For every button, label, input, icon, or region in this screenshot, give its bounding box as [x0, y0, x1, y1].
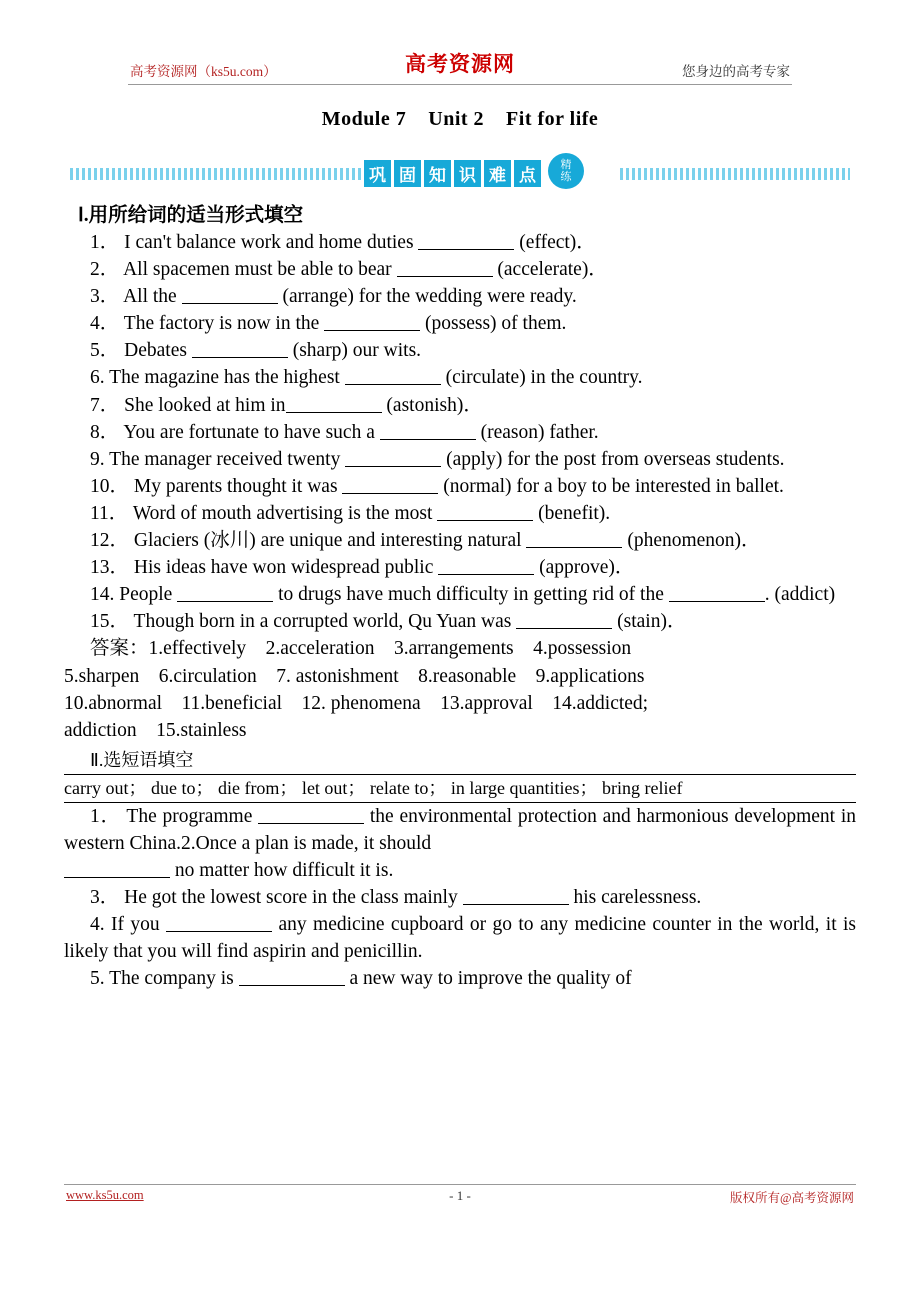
question-8-num: 8．	[90, 421, 120, 443]
question-1-num: 1．	[90, 232, 120, 253]
answer-blank[interactable]	[669, 601, 765, 602]
section2-question-5	[64, 965, 856, 992]
banner-box-4: 识	[454, 160, 481, 187]
section2-question-3-num: 3．	[90, 887, 120, 909]
question-11	[64, 500, 856, 527]
question-7	[64, 392, 856, 419]
banner-box-6: 点	[514, 160, 541, 187]
question-1-pre: I can't balance work and home duties	[124, 232, 414, 253]
section2-question-4-pre: If you	[111, 914, 160, 936]
footer-page-number: - 1 -	[449, 1188, 471, 1203]
question-12-num: 12．	[90, 530, 130, 552]
question-10-num: 10．	[90, 475, 130, 497]
answer-label: 答案：	[90, 638, 149, 660]
answers-line-2: 5.sharpen 6.circulation 7. astonishment 8.reasonable 9.applications	[64, 665, 645, 687]
answers-line-4: addiction 15.stainless	[64, 719, 247, 741]
question-12	[64, 527, 856, 554]
section2-question-5-pre: The company is	[109, 968, 234, 990]
answer-blank[interactable]	[192, 357, 288, 358]
question-4	[64, 310, 856, 337]
banner-box-2: 固	[394, 160, 421, 187]
section2-question-1-post: the environmental protection and harmonious development in western China.2.Once a plan is made, it should	[64, 805, 856, 854]
answer-blank[interactable]	[342, 493, 438, 494]
header-logo-text: 高考资源网	[405, 52, 515, 76]
question-15-num: 15．	[90, 611, 130, 633]
question-10-post: (normal) for a boy to be interested in ballet.	[443, 475, 784, 497]
page-title	[64, 108, 856, 131]
answer-blank[interactable]	[418, 249, 514, 250]
section2-question-3	[64, 884, 856, 911]
question-9	[64, 446, 856, 473]
question-10-pre: My parents thought it was	[133, 475, 338, 497]
question-8	[64, 419, 856, 446]
answer-blank[interactable]	[64, 877, 170, 878]
question-3-pre: All the	[123, 286, 177, 308]
section2-question-2	[64, 857, 856, 884]
question-14-post: to drugs have much difficulty in getting rid of the	[278, 584, 664, 606]
answer-blank[interactable]	[516, 628, 612, 629]
banner-circle-badge	[548, 153, 584, 189]
banner-box-1: 巩	[364, 160, 391, 187]
phrase-bank: carry out； due to； die from； let out； relate to； in large quantities； bring relief	[64, 774, 856, 803]
answer-blank[interactable]	[182, 303, 278, 304]
question-11-pre: Word of mouth advertising is the most	[132, 502, 433, 524]
banner-circle-bottom: 练	[560, 170, 572, 183]
answer-blank[interactable]	[380, 439, 476, 440]
section2-question-1	[64, 803, 856, 857]
question-3	[64, 283, 856, 310]
question-7-pre: She looked at him in	[124, 394, 286, 416]
answers-line-1	[64, 635, 856, 662]
question-15	[64, 608, 856, 635]
section2-question-1-num: 1．	[90, 805, 122, 827]
footer-divider	[64, 1184, 856, 1185]
question-12-post: (phenomenon)．	[627, 530, 761, 552]
header-slogan: 您身边的高考专家	[682, 64, 790, 79]
section2-question-3-post: his carelessness.	[573, 887, 702, 909]
question-13-num: 13．	[90, 557, 130, 579]
title-module: Module 7	[321, 108, 407, 130]
answer-blank[interactable]	[239, 985, 345, 986]
answer-blank[interactable]	[177, 601, 273, 602]
answer-blank[interactable]	[437, 520, 533, 521]
question-6	[64, 364, 856, 391]
question-14-tail: . (addict)	[764, 584, 836, 606]
section2-question-4	[64, 911, 856, 965]
answers-text-1: 1.effectively 2.acceleration 3.arrangements 4.possession	[148, 638, 632, 660]
banner-box-3: 知	[424, 160, 451, 187]
answer-blank[interactable]	[166, 931, 272, 932]
answer-blank[interactable]	[463, 904, 569, 905]
banner-circle-top: 精	[560, 158, 572, 172]
answer-blank[interactable]	[324, 330, 420, 331]
question-1-post: (effect)．	[519, 232, 596, 253]
question-4-post: (possess) of them.	[425, 313, 567, 335]
page-header	[64, 0, 856, 79]
question-9-pre: The manager received twenty	[109, 448, 341, 470]
question-5-num: 5．	[90, 340, 120, 362]
question-14-pre: People	[119, 584, 173, 606]
question-15-post: (stain)．	[617, 611, 687, 633]
question-13-pre: His ideas have won widespread public	[133, 557, 434, 579]
question-5-pre: Debates	[124, 340, 187, 362]
question-8-post: (reason) father.	[480, 421, 599, 443]
question-4-pre: The factory is now in the	[123, 313, 320, 335]
header-divider	[128, 84, 792, 85]
question-6-pre: The magazine has the highest	[109, 367, 340, 389]
question-11-num: 11．	[90, 502, 129, 524]
section-banner	[64, 151, 856, 197]
section-2-heading: Ⅱ.选短语填空	[90, 749, 194, 770]
question-2-pre: All spacemen must be able to bear	[123, 259, 392, 281]
question-4-num: 4．	[90, 313, 120, 335]
question-10	[64, 473, 856, 500]
question-13-post: (approve)．	[539, 557, 635, 579]
question-14-num: 14.	[90, 584, 115, 606]
title-topic: Fit for life	[506, 108, 599, 130]
answer-blank[interactable]	[286, 412, 382, 413]
title-unit: Unit 2	[428, 108, 485, 130]
question-9-num: 9.	[90, 448, 105, 470]
section2-question-4-num: 4.	[90, 914, 105, 936]
question-5	[64, 337, 856, 364]
question-2-num: 2．	[90, 259, 120, 281]
header-site-name: 高考资源网（ks5u.com）	[130, 64, 277, 79]
question-9-post: (apply) for the post from overseas students.	[446, 448, 785, 470]
section-1-heading: Ⅰ.用所给词的适当形式填空	[78, 205, 304, 226]
section2-question-1-pre: The programme	[126, 805, 253, 827]
answer-blank[interactable]	[345, 384, 441, 385]
answer-blank[interactable]	[397, 276, 493, 277]
question-8-pre: You are fortunate to have such a	[123, 421, 375, 443]
question-2-post: (accelerate)．	[497, 259, 608, 281]
question-7-post: (astonish)．	[386, 394, 483, 416]
question-11-post: (benefit).	[538, 502, 611, 524]
answers-line-3: 10.abnormal 11.beneficial 12. phenomena 13.approval 14.addicted;	[64, 692, 649, 714]
question-3-post: (arrange) for the wedding were ready.	[282, 286, 577, 308]
section2-question-2-post: no matter how difficult it is.	[174, 859, 394, 881]
question-6-post: (circulate) in the country.	[445, 367, 643, 389]
section2-question-4-post: any medicine cupboard or go to any medicine counter in the world, it is likely that you will find aspirin and penicillin.	[64, 914, 857, 963]
question-3-num: 3．	[90, 286, 120, 308]
section2-question-5-num: 5.	[90, 968, 105, 990]
question-15-pre: Though born in a corrupted world, Qu Yuan was	[133, 611, 512, 633]
question-5-post: (sharp) our wits.	[292, 340, 422, 362]
banner-box-5: 难	[484, 160, 511, 187]
section2-question-3-pre: He got the lowest score in the class mainly	[124, 887, 458, 909]
question-13	[64, 554, 856, 581]
question-12-pre: Glaciers (冰川) are unique and interesting natural	[133, 530, 522, 552]
question-1	[64, 229, 856, 256]
question-7-num: 7．	[90, 394, 120, 416]
answer-blank[interactable]	[258, 823, 364, 824]
section2-question-5-post: a new way to improve the quality of	[349, 968, 632, 990]
banner-line-left	[70, 168, 362, 180]
footer-copyright: 版权所有@高考资源网	[729, 1191, 854, 1205]
answer-blank[interactable]	[526, 547, 622, 548]
question-2	[64, 256, 856, 283]
question-14	[64, 581, 856, 608]
banner-label-group	[364, 157, 584, 189]
banner-line-right	[620, 168, 850, 180]
answer-blank[interactable]	[438, 574, 534, 575]
page-footer	[64, 1184, 856, 1206]
footer-url[interactable]: www.ks5u.com	[66, 1188, 144, 1202]
answer-blank[interactable]	[345, 466, 441, 467]
question-6-num: 6.	[90, 367, 105, 389]
